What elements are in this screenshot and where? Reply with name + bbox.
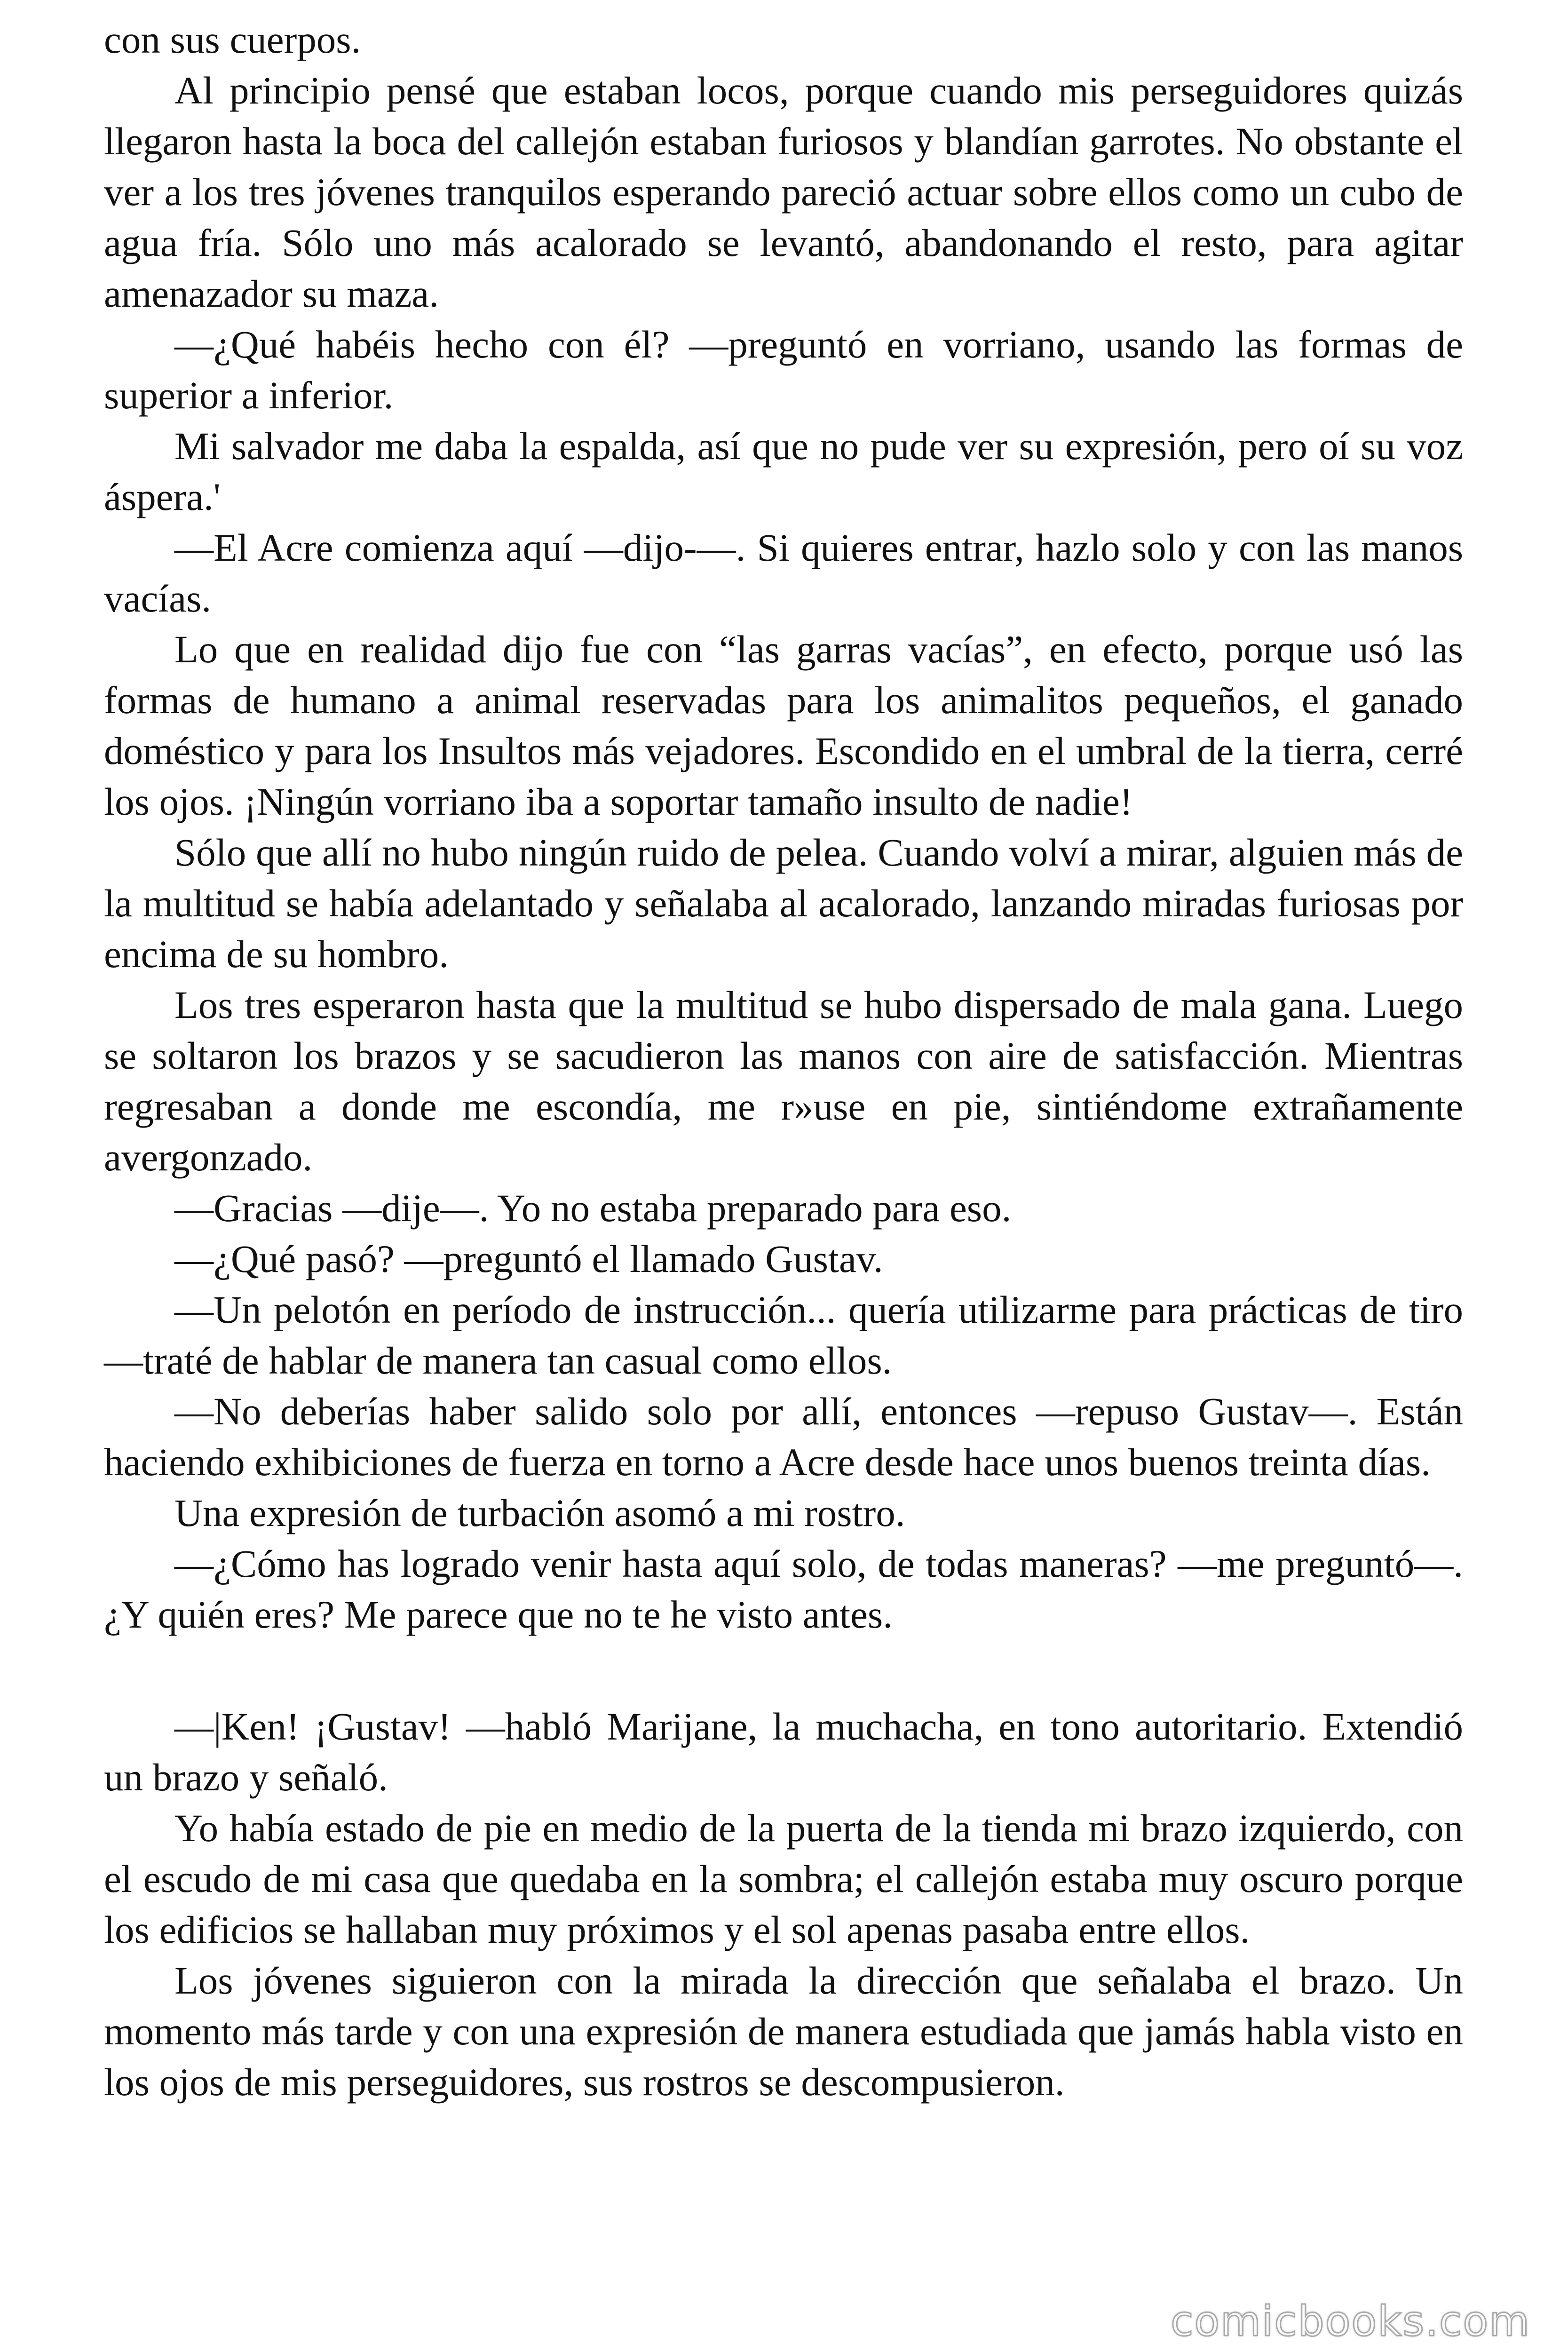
paragraph: Yo había estado de pie en medio de la puerta de la tienda mi brazo izquierdo, con el escudo de mi casa que quedaba en la sombra; el callejón estaba muy oscuro porque los edificios se hallaban muy próximos y el sol apenas pasaba entre ellos.	[104, 1806, 1463, 1951]
paragraph: —¿Cómo has logrado venir hasta aquí solo, de todas maneras? —me preguntó—. ¿Y quién eres? Me parece que no te he visto antes.	[104, 1542, 1463, 1636]
paragraph: Los jóvenes siguieron con la mirada la dirección que señalaba el brazo. Un momento más tarde y con una expresión de manera estudiada que jamás habla visto en los ojos de mis perseguidores, sus rostros se descompusieron.	[104, 1959, 1463, 2104]
paragraph: —Un pelotón en período de instrucción... quería utilizarme para prácticas de tiro —traté de hablar de manera tan casual como ellos.	[104, 1288, 1463, 1382]
paragraph: —El Acre comienza aquí —dijo-—. Si quieres entrar, hazlo solo y con las manos vacías.	[104, 526, 1463, 620]
paragraph: Sólo que allí no hubo ningún ruido de pelea. Cuando volví a mirar, alguien más de la multitud se había adelantado y señalaba al acalorado, lanzando miradas furiosas por encima de su hombro.	[104, 831, 1463, 976]
paragraph: —¿Qué habéis hecho con él? —preguntó en vorriano, usando las formas de superior a inferior.	[104, 323, 1463, 417]
paragraph: Una expresión de turbación asomó a mi rostro.	[174, 1491, 905, 1534]
page-body	[104, 14, 1463, 2107]
paragraph-gap	[104, 1640, 1463, 1701]
paragraph: con sus cuerpos.	[104, 18, 361, 61]
paragraph: Mi salvador me daba la espalda, así que no pude ver su expresión, pero oí su voz áspera.'	[104, 424, 1463, 518]
paragraph: —|Ken! ¡Gustav! —habló Marijane, la muchacha, en tono autoritario. Extendió un brazo y señaló.	[104, 1705, 1463, 1799]
paragraph: —¿Qué pasó? —preguntó el llamado Gustav.	[174, 1237, 883, 1280]
paragraph: Lo que en realidad dijo fue con “las garras vacías”, en efecto, porque usó las formas de humano a animal reservadas para los animalitos pequeños, el ganado doméstico y para los Insultos más vejadores. Escondido en el umbral de la tierra, cerré los ojos. ¡Ningún vorriano iba a soportar tamaño insulto de nadie!	[104, 628, 1463, 823]
watermark-logo: comicbooks.com	[1170, 2297, 1530, 2345]
paragraph: —No deberías haber salido solo por allí, entonces —repuso Gustav—. Están haciendo exhibiciones de fuerza en torno a Acre desde hace unos buenos treinta días.	[104, 1390, 1463, 1484]
paragraph: Los tres esperaron hasta que la multitud se hubo dispersado de mala gana. Luego se soltaron los brazos y se sacudieron las manos con aire de satisfacción. Mientras regresaban a donde me escondía, me r»use en pie, sintiéndome extrañamente avergonzado.	[104, 983, 1463, 1179]
paragraph: —Gracias —dije—. Yo no estaba preparado para eso.	[174, 1186, 1012, 1230]
paragraph: Al principio pensé que estaban locos, porque cuando mis perseguidores quizás llegaron hasta la boca del callejón estaban furiosos y blandían garrotes. No obstante el ver a los tres jóvenes tranquilos esperando pareció actuar sobre ellos como un cubo de agua fría. Sólo uno más acalorado se levantó, abandonando el resto, para agitar amenazador su maza.	[104, 69, 1463, 315]
